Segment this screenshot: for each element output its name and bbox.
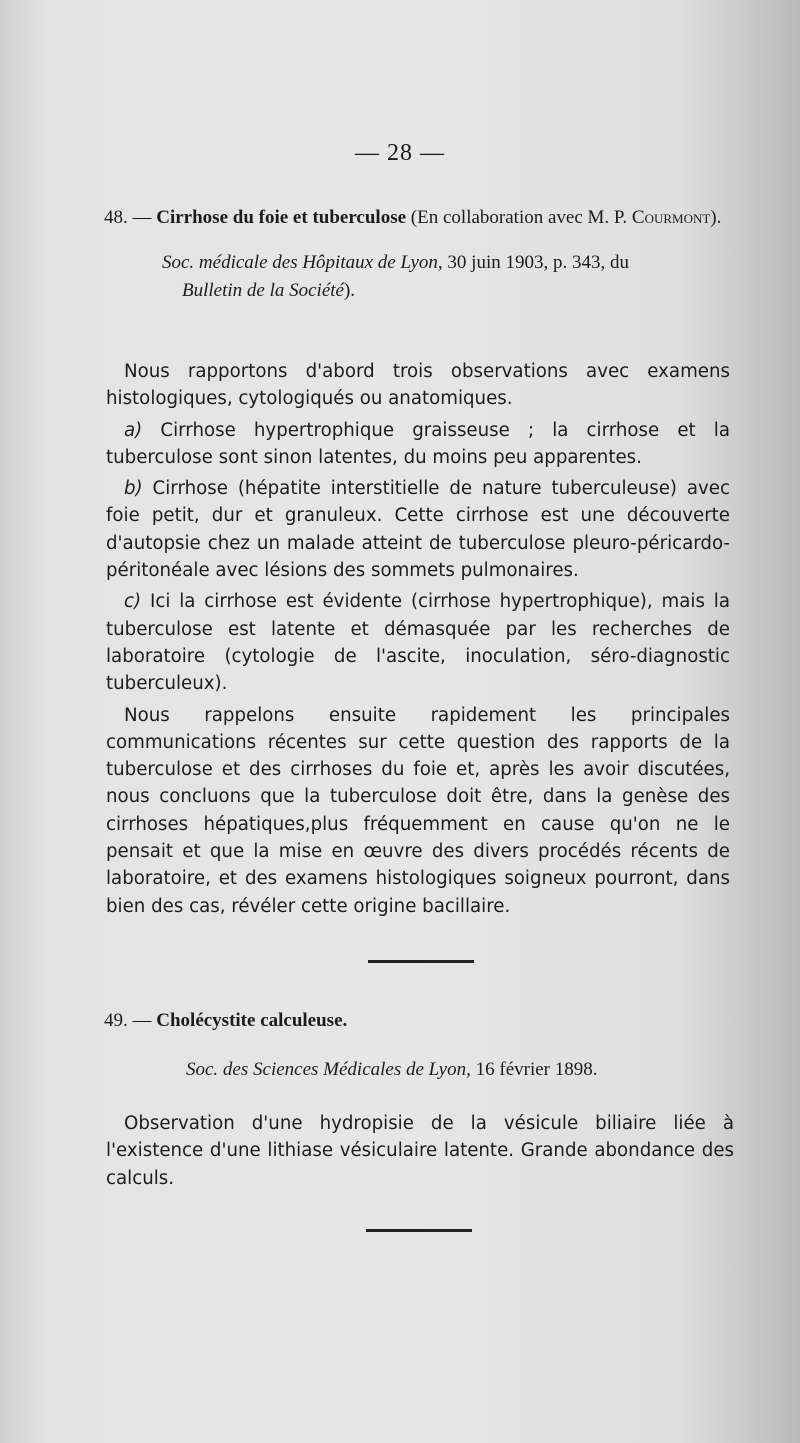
entry-49 [0, 1006, 800, 1084]
entry-49-heading [0, 1006, 800, 1036]
entry-49-body [0, 1110, 800, 1196]
entry-title: Cirrhose du foie et tuberculose [156, 207, 407, 228]
collaborator-name: Courmont [631, 207, 711, 228]
paragraph-a [106, 417, 730, 472]
entry-number: 49. [104, 1010, 128, 1031]
intro-paragraph: Nous rapportons d'abord trois observations avec examens histologiques, cytologiqués ou anatomiques. [106, 361, 730, 410]
source-end: ). [343, 280, 356, 301]
label-c: c) [124, 591, 142, 613]
paragraph-b [106, 475, 730, 584]
entry-48 [0, 203, 800, 305]
entry-48-body [0, 358, 800, 924]
source-journal: Soc. médicale des Hôpitaux de Lyon, [162, 252, 443, 273]
collaboration-close: ). [710, 207, 722, 228]
paragraph-c [106, 588, 730, 697]
text-a: Cirrhose hypertrophique graisseuse ; la cirrhose et la tuberculose sont sinon latentes, du moins peu apparentes. [106, 419, 730, 468]
entry-dash: — [132, 207, 152, 228]
entry-title: Cholécystite calculeuse. [156, 1010, 348, 1031]
source-date: 30 juin 1903, p. 343, du [447, 252, 629, 273]
end-rule [366, 1229, 472, 1232]
source-journal: Soc. des Sciences Médicales de Lyon, [186, 1059, 471, 1080]
source-date: 16 février 1898. [475, 1059, 598, 1080]
conclusion-paragraph: Nous rappelons ensuite rapidement les principales communications récentes sur cette question des rapports de la tuberculose et des cirrhoses du foie et, après les avoir discutées, nous concluons que la tuberculose doit être, dans la genèse des cirrhoses hépatiques,plus fréquemment en cause qu'on ne le pensait et que la mise en œuvre des divers procédés récents de laboratoire, et des examens histologiques soigneux pourront, dans bien des cas, révéler cette origine bacillaire. [106, 704, 730, 917]
source-bulletin: Bulletin de la Société [182, 280, 344, 301]
entry-49-paragraph: Observation d'une hydropisie de la vésicule biliaire liée à l'existence d'une lithiase vésiculaire latente. Grande abondance des calculs. [106, 1113, 734, 1189]
entry-number: 48. [104, 207, 128, 228]
collaboration-note: (En collaboration avec M. P. [410, 207, 628, 228]
text-b: Cirrhose (hépatite interstitielle de nature tuberculeuse) avec foie petit, dur et granuleux. Cette cirrhose est une découverte d'autopsie chez un malade atteint de tuberculose pleuro-péricardo-péritonéale avec lésions des sommets pulmonaires. [106, 478, 730, 582]
entry-48-heading [0, 203, 800, 233]
separator-rule [368, 960, 474, 963]
entry-48-source [0, 249, 800, 305]
text-c: Ici la cirrhose est évidente (cirrhose hypertrophique), mais la tuberculose est latente et démasquée par les recherches de laboratoire (cytologie de l'ascite, inoculation, séro-diagnostic tuberculeux). [106, 591, 730, 695]
entry-49-source [0, 1056, 800, 1084]
label-b: b) [124, 478, 143, 500]
page-number: — 28 — [355, 140, 445, 166]
label-a: a) [124, 419, 143, 441]
entry-dash: — [132, 1010, 152, 1031]
